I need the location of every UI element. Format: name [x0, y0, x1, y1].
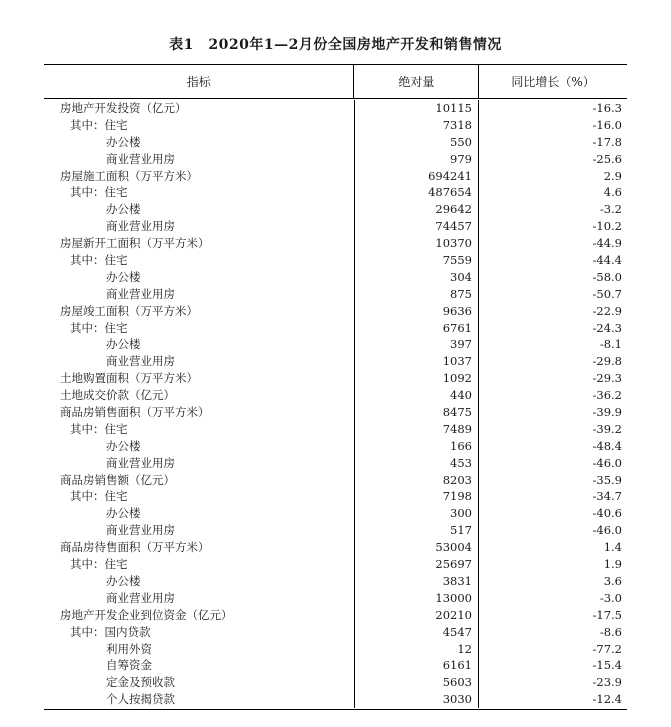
table-row [44, 590, 627, 607]
row-yoy-value: -3.2 [478, 201, 626, 218]
table-row [44, 387, 627, 404]
header-absolute: 绝对量 [353, 65, 478, 98]
table-row [44, 522, 627, 539]
row-absolute-value: 20210 [354, 607, 478, 624]
table-row [44, 117, 627, 134]
table-header [44, 65, 627, 99]
row-absolute-value: 440 [354, 387, 478, 404]
row-absolute-value: 487654 [354, 184, 478, 201]
row-yoy-value: -36.2 [478, 387, 626, 404]
row-absolute-value: 979 [354, 151, 478, 168]
table-row [44, 134, 627, 151]
table-row [44, 539, 627, 556]
row-label: 房地产开发投资（亿元） [60, 101, 187, 115]
table-row [44, 201, 627, 218]
table-row [44, 252, 627, 269]
row-label: 其中：住宅 [70, 320, 128, 335]
table-row [44, 303, 627, 320]
row-label: 自筹资金 [106, 658, 152, 673]
table-row [44, 286, 627, 303]
row-absolute-value: 25697 [354, 556, 478, 573]
row-yoy-value: -50.7 [478, 286, 626, 303]
row-yoy-value: 4.6 [478, 184, 626, 201]
header-yoy: 同比增长（%） [478, 65, 627, 98]
row-yoy-value: 1.4 [478, 539, 626, 556]
row-absolute-value: 7489 [354, 421, 478, 438]
table-row [44, 472, 627, 489]
row-yoy-value: -8.1 [478, 336, 626, 353]
row-yoy-value: -29.3 [478, 370, 626, 387]
row-label: 定金及预收款 [106, 675, 175, 690]
row-absolute-value: 3030 [354, 691, 478, 708]
row-label: 其中：住宅 [70, 185, 128, 200]
row-yoy-value: -17.5 [478, 607, 626, 624]
row-label: 房屋施工面积（万平方米） [60, 168, 198, 183]
row-label: 办公楼 [106, 269, 141, 284]
row-absolute-value: 74457 [354, 218, 478, 235]
row-absolute-value: 397 [354, 336, 478, 353]
table-row [44, 607, 627, 624]
row-label: 商业营业用房 [106, 354, 175, 369]
row-label: 房地产开发企业到位资金（亿元） [60, 607, 233, 622]
row-yoy-value: -44.4 [478, 252, 626, 269]
table-row [44, 438, 627, 455]
row-absolute-value: 53004 [354, 539, 478, 556]
row-absolute-value: 304 [354, 269, 478, 286]
row-yoy-value: -10.2 [478, 218, 626, 235]
row-yoy-value: -23.9 [478, 674, 626, 691]
table-row [44, 624, 627, 641]
row-absolute-value: 1092 [354, 370, 478, 387]
row-label: 利用外资 [106, 641, 152, 656]
row-yoy-value: -58.0 [478, 269, 626, 286]
row-absolute-value: 694241 [354, 168, 478, 185]
row-label: 其中：住宅 [70, 489, 128, 504]
row-yoy-value: -39.9 [478, 404, 626, 421]
row-absolute-value: 7198 [354, 488, 478, 505]
row-absolute-value: 6161 [354, 657, 478, 674]
row-absolute-value: 300 [354, 505, 478, 522]
row-label: 商业营业用房 [106, 286, 175, 301]
row-label: 商业营业用房 [106, 590, 175, 605]
table-row [44, 573, 627, 590]
row-absolute-value: 1037 [354, 353, 478, 370]
row-absolute-value: 5603 [354, 674, 478, 691]
row-yoy-value: -34.7 [478, 488, 626, 505]
row-yoy-value: -24.3 [478, 320, 626, 337]
row-yoy-value: -3.0 [478, 590, 626, 607]
row-label: 商业营业用房 [106, 523, 175, 538]
row-label: 其中：国内贷款 [70, 624, 151, 639]
row-label: 商品房销售额（亿元） [60, 472, 175, 487]
row-yoy-value: 3.6 [478, 573, 626, 590]
row-label: 房屋竣工面积（万平方米） [60, 303, 198, 318]
row-yoy-value: -12.4 [478, 691, 626, 708]
table-row [44, 100, 627, 117]
row-label: 商业营业用房 [106, 455, 175, 470]
table-row [44, 235, 627, 252]
row-yoy-value: -39.2 [478, 421, 626, 438]
table-row [44, 674, 627, 691]
row-absolute-value: 453 [354, 455, 478, 472]
row-label: 商业营业用房 [106, 151, 175, 166]
table-row [44, 404, 627, 421]
table-row [44, 455, 627, 472]
row-yoy-value: -16.3 [478, 100, 626, 117]
row-absolute-value: 875 [354, 286, 478, 303]
row-yoy-value: -77.2 [478, 641, 626, 658]
row-absolute-value: 4547 [354, 624, 478, 641]
row-absolute-value: 8203 [354, 472, 478, 489]
row-label: 土地成交价款（亿元） [60, 388, 175, 403]
table-row [44, 370, 627, 387]
table-body [44, 99, 627, 709]
row-label: 办公楼 [106, 506, 141, 521]
table-row [44, 505, 627, 522]
table-title: 表1 2020年1—2月份全国房地产开发和销售情况 [169, 37, 502, 53]
row-label: 办公楼 [106, 438, 141, 453]
table-row [44, 488, 627, 505]
row-yoy-value: -15.4 [478, 657, 626, 674]
row-absolute-value: 517 [354, 522, 478, 539]
table-row [44, 168, 627, 185]
row-label: 个人按揭贷款 [106, 692, 175, 707]
row-yoy-value: -46.0 [478, 522, 626, 539]
row-yoy-value: -46.0 [478, 455, 626, 472]
table-row [44, 218, 627, 235]
row-label: 商业营业用房 [106, 219, 175, 234]
row-label: 商品房待售面积（万平方米） [60, 540, 210, 555]
row-yoy-value: -8.6 [478, 624, 626, 641]
table-row [44, 421, 627, 438]
row-yoy-value: -29.8 [478, 353, 626, 370]
row-yoy-value: 1.9 [478, 556, 626, 573]
row-yoy-value: -17.8 [478, 134, 626, 151]
table-row [44, 184, 627, 201]
row-yoy-value: -16.0 [478, 117, 626, 134]
row-yoy-value: 2.9 [478, 168, 626, 185]
row-yoy-value: -25.6 [478, 151, 626, 168]
row-label: 其中：住宅 [70, 557, 128, 572]
row-label: 办公楼 [106, 202, 141, 217]
row-label: 其中：住宅 [70, 421, 128, 436]
row-absolute-value: 550 [354, 134, 478, 151]
data-table [44, 64, 627, 710]
row-yoy-value: -40.6 [478, 505, 626, 522]
table-row [44, 641, 627, 658]
row-absolute-value: 7318 [354, 117, 478, 134]
table-row [44, 269, 627, 286]
row-label: 办公楼 [106, 573, 141, 588]
row-label: 办公楼 [106, 337, 141, 352]
row-absolute-value: 6761 [354, 320, 478, 337]
table-row [44, 353, 627, 370]
row-label: 土地购置面积（万平方米） [60, 371, 198, 386]
row-absolute-value: 10370 [354, 235, 478, 252]
table-row [44, 151, 627, 168]
row-yoy-value: -48.4 [478, 438, 626, 455]
table-row [44, 657, 627, 674]
table-row [44, 320, 627, 337]
row-absolute-value: 7559 [354, 252, 478, 269]
row-absolute-value: 29642 [354, 201, 478, 218]
row-label: 其中：住宅 [70, 253, 128, 268]
row-yoy-value: -44.9 [478, 235, 626, 252]
row-label: 办公楼 [106, 134, 141, 149]
row-absolute-value: 12 [354, 641, 478, 658]
row-absolute-value: 166 [354, 438, 478, 455]
row-label: 商品房销售面积（万平方米） [60, 405, 210, 420]
table-row [44, 691, 627, 708]
table-row [44, 556, 627, 573]
row-absolute-value: 9636 [354, 303, 478, 320]
row-label: 房屋新开工面积（万平方米） [60, 236, 210, 251]
row-absolute-value: 8475 [354, 404, 478, 421]
row-label: 其中：住宅 [70, 117, 128, 132]
row-absolute-value: 3831 [354, 573, 478, 590]
row-yoy-value: -35.9 [478, 472, 626, 489]
table-row [44, 336, 627, 353]
row-yoy-value: -22.9 [478, 303, 626, 320]
row-absolute-value: 13000 [354, 590, 478, 607]
row-absolute-value: 10115 [354, 100, 478, 117]
header-indicator: 指标 [186, 75, 211, 89]
